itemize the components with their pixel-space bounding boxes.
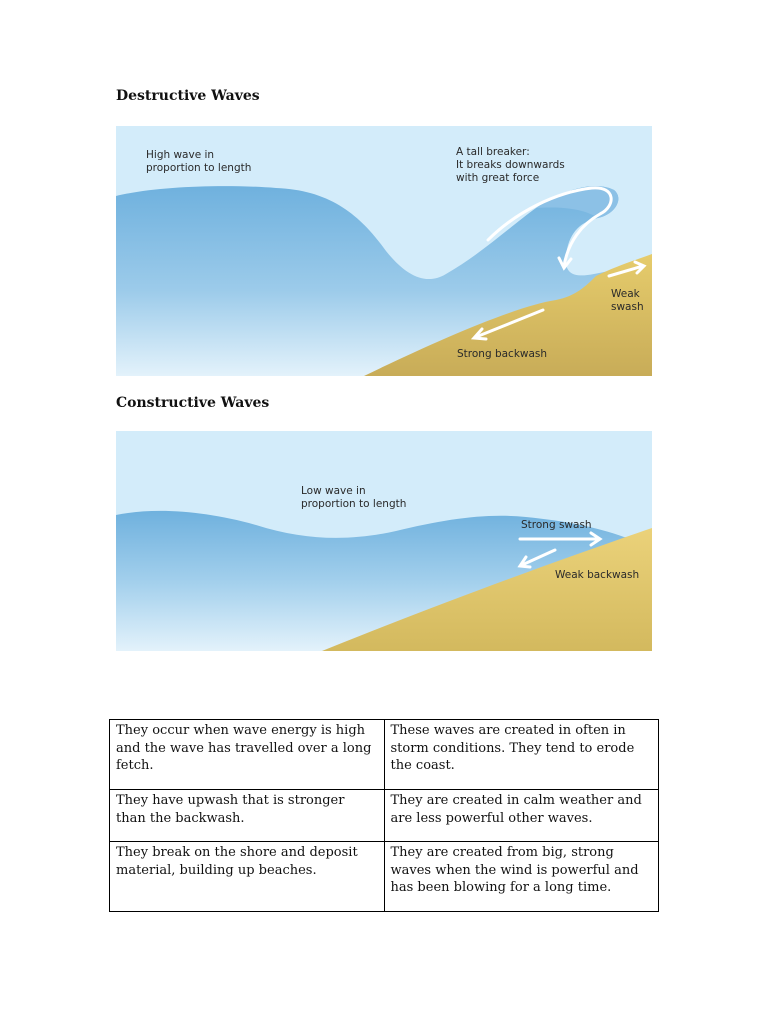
constructive-waves-heading: Constructive Waves [116, 395, 270, 411]
strong-swash-label: Strong swash [521, 519, 592, 531]
strong-backwash-label: Strong backwash [457, 348, 548, 360]
weak-swash-label: Weak swash [611, 288, 644, 313]
destructive-waves-diagram [116, 126, 652, 376]
table-cell: They have upwash that is stronger than the backwash. [110, 790, 385, 842]
table-cell: They occur when wave energy is high and the wave has travelled over a long fetch. [110, 720, 385, 790]
table-row [110, 790, 659, 842]
table-cell: These waves are created in often in storm conditions. They tend to erode the coast. [384, 720, 659, 790]
tall-breaker-label: A tall breaker: It breaks downwards with great force [456, 146, 565, 184]
table-cell: They are created from big, strong waves when the wind is powerful and has been blowing for a long time. [384, 842, 659, 912]
destructive-waves-heading: Destructive Waves [116, 88, 260, 104]
constructive-waves-illustration [116, 431, 652, 651]
table-cell: They break on the shore and deposit material, building up beaches. [110, 842, 385, 912]
table-cell: They are created in calm weather and are less powerful other waves. [384, 790, 659, 842]
table-row [110, 842, 659, 912]
wave-statements-table [109, 719, 659, 912]
constructive-waves-diagram [116, 431, 652, 651]
weak-backwash-label: Weak backwash [555, 569, 640, 581]
low-wave-label: Low wave in proportion to length [301, 485, 407, 510]
high-wave-label: High wave in proportion to length [146, 149, 252, 174]
table-row [110, 720, 659, 790]
